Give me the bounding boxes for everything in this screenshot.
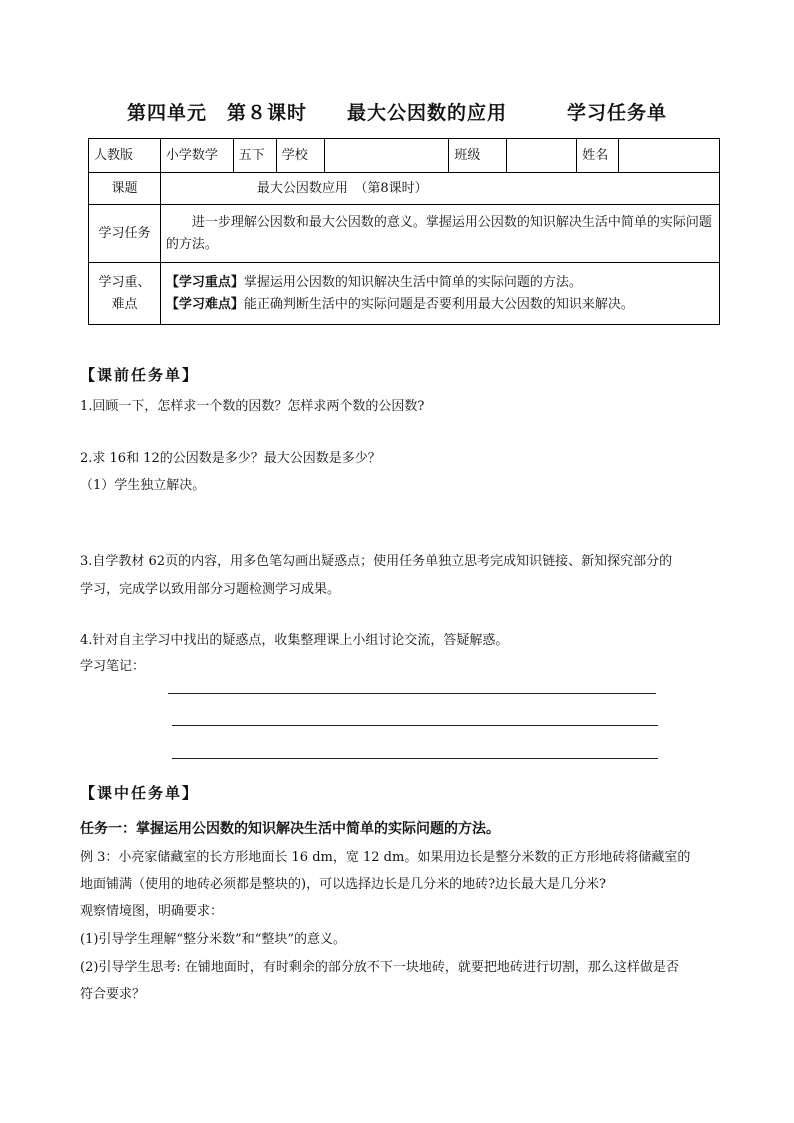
focus-label-line2: 难点 <box>111 296 138 312</box>
key-point <box>166 272 714 294</box>
name-field[interactable] <box>619 139 720 173</box>
school-field[interactable] <box>324 139 449 173</box>
info-table <box>88 138 720 325</box>
task1-heading: 任务一：掌握运用公因数的知识解决生活中简单的实际问题的方法。 <box>80 821 500 837</box>
difficult-point-text: 能正确判断生活中的实际问题是否要利用最大公因数的知识来解决。 <box>243 296 634 312</box>
example3-line1: 例 3：小亮家储藏室的长方形地面长 16 dm，宽 12 dm。如果用边长是整分米数的正方形地砖将储藏室的 <box>80 850 691 865</box>
school-label: 学校 <box>276 139 324 173</box>
note-line[interactable] <box>168 693 656 694</box>
pre-class-q4: 4.针对自主学习中找出的疑惑点，收集整理课上小组讨论交流，答疑解惑。 <box>80 633 509 648</box>
edition-cell: 人教版 <box>89 139 161 173</box>
pre-class-q3-line1: 3.自学教材 62页的内容，用多色笔勾画出疑惑点；使用任务单独立思考完成知识链接、新知探究部分的 <box>80 554 673 569</box>
table-row <box>89 263 720 325</box>
class-label: 班级 <box>449 139 507 173</box>
pre-class-heading: 【课前任务单】 <box>80 366 200 384</box>
note-line[interactable] <box>172 758 658 759</box>
pre-class-q3-line2: 学习，完成学以致用部分习题检测学习成果。 <box>80 582 341 597</box>
example3-line2: 地面铺满（使用的地砖必须都是整块的)，可以选择边长是几分米的地砖?边长最大是几分米? <box>80 877 607 892</box>
difficult-point <box>166 294 714 316</box>
in-class-heading: 【课中任务单】 <box>80 784 200 802</box>
pre-class-q1: 1.回顾一下，怎样求一个数的因数？怎样求两个数的公因数? <box>80 399 425 414</box>
key-point-text: 掌握运用公因数的知识解决生活中简单的实际问题的方法。 <box>243 274 582 290</box>
subject-cell: 小学数学 <box>160 139 233 173</box>
difficult-point-tag: 【学习难点】 <box>165 296 244 312</box>
focus-value <box>160 263 719 325</box>
class-field[interactable] <box>507 139 577 173</box>
name-label: 姓名 <box>577 139 619 173</box>
guide2-line2: 符合要求？ <box>80 987 146 1002</box>
topic-value: 最大公因数应用 （第8课时） <box>160 173 719 205</box>
observe-text: 观察情境图，明确要求： <box>80 904 224 919</box>
page-title: 第四单元 第８课时 最大公因数的应用 学习任务单 <box>126 102 667 124</box>
focus-label <box>89 263 161 325</box>
task-value: 进一步理解公因数和最大公因数的意义。掌握运用公因数的知识解决生活中简单的实际问题的方法。 <box>160 205 719 263</box>
guide1-text: (1)引导学生理解“整分米数”和“整块”的意义。 <box>80 932 346 947</box>
pre-class-q2-sub: （1）学生独立解决。 <box>80 478 206 493</box>
pre-class-q2: 2.求 16和 12的公因数是多少？最大公因数是多少？ <box>80 451 381 466</box>
table-row <box>89 205 720 263</box>
key-point-tag: 【学习重点】 <box>165 274 244 290</box>
task-label: 学习任务 <box>89 205 161 263</box>
topic-label: 课题 <box>89 173 161 205</box>
focus-label-line1: 学习重、 <box>98 274 151 290</box>
table-row <box>89 139 720 173</box>
table-row <box>89 173 720 205</box>
grade-cell: 五下 <box>233 139 276 173</box>
note-line[interactable] <box>172 725 658 726</box>
guide2-line1: (2)引导学生思考: 在铺地面时，有时剩余的部分放不下一块地砖，就要把地砖进行切割，那么这样做是否 <box>80 960 679 975</box>
notes-label: 学习笔记： <box>80 659 146 674</box>
